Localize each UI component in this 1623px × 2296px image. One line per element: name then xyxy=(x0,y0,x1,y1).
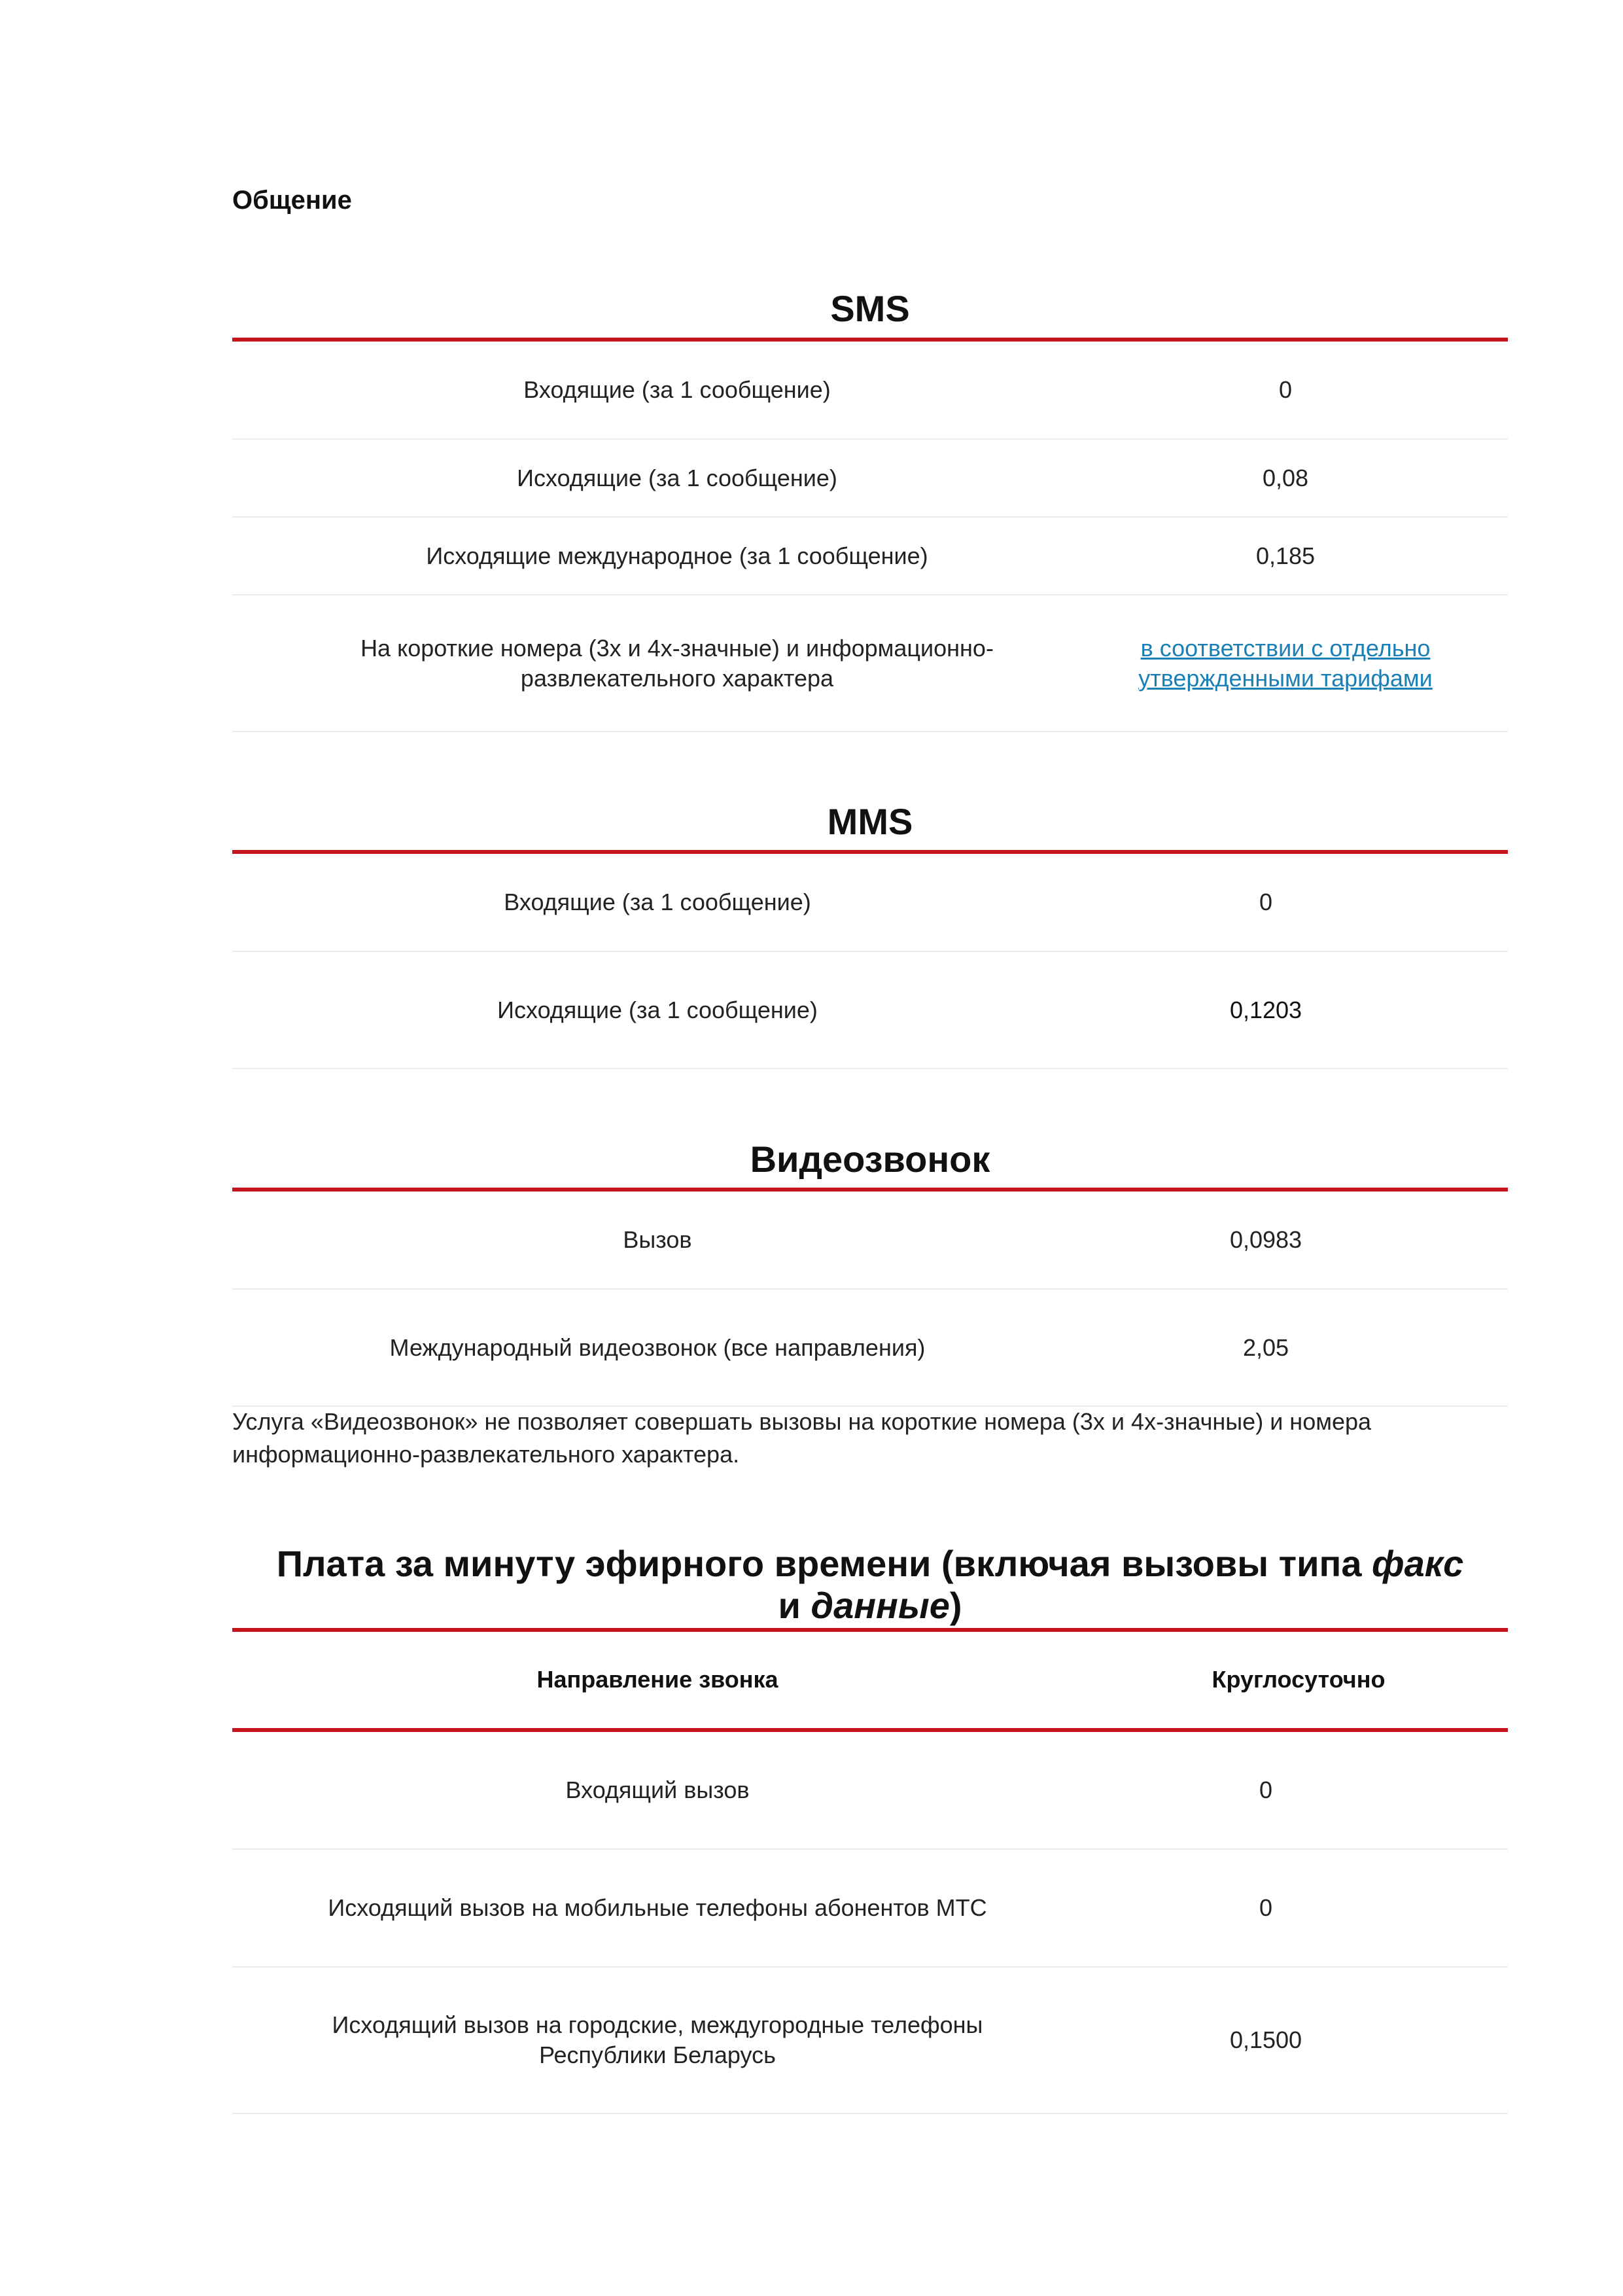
row-value: 0,1500 xyxy=(1229,2026,1302,2053)
row-label xyxy=(232,633,1122,694)
table-row xyxy=(232,952,1508,1069)
video-note xyxy=(232,1405,1508,1471)
table-row xyxy=(232,440,1508,518)
row-label: Исходящие (за 1 сообщение) xyxy=(497,996,818,1023)
airtime-section-title: Плата за минуту эфирного времени (включая вызовы типа факс и данные) xyxy=(276,1543,1464,1626)
table-row xyxy=(232,1968,1508,2114)
tariffs-link[interactable]: в соответствии с отдельно утвержденными тарифами xyxy=(1138,634,1433,692)
table-row xyxy=(232,1732,1508,1850)
row-label-line: На короткие номера (3х и 4х-значные) и информационно- xyxy=(360,634,994,662)
row-label: Входящий вызов xyxy=(565,1776,750,1803)
table-row xyxy=(232,595,1508,732)
video-section-title: Видеозвонок xyxy=(750,1139,990,1180)
table-row xyxy=(232,1850,1508,1968)
row-value: 0 xyxy=(1259,1776,1273,1803)
row-label: Исходящий вызов на мобильные телефоны абонентов МТС xyxy=(328,1894,987,1921)
mms-section-title: MMS xyxy=(827,801,913,842)
table-row xyxy=(232,1192,1508,1290)
row-label: Входящие (за 1 сообщение) xyxy=(523,376,831,403)
row-label: Исходящие (за 1 сообщение) xyxy=(517,464,837,491)
row-label-line: развлекательного характера xyxy=(520,664,834,692)
page-heading: Общение xyxy=(232,186,352,215)
video-note-line: информационно-развлекательного характера. xyxy=(232,1441,740,1468)
row-label: Входящие (за 1 сообщение) xyxy=(504,889,811,915)
row-label: Вызов xyxy=(623,1226,692,1253)
tariffs-link-cell xyxy=(1083,633,1488,694)
row-label: Международный видеозвонок (все направления) xyxy=(389,1333,926,1361)
row-label: Исходящие международное (за 1 сообщение) xyxy=(426,542,928,569)
sms-section-title: SMS xyxy=(830,288,910,329)
table-row xyxy=(232,854,1508,952)
row-label xyxy=(232,2010,1083,2070)
row-value: 2,05 xyxy=(1242,1333,1289,1361)
column-header-period: Круглосуточно xyxy=(1212,1665,1386,1693)
table-row xyxy=(232,1290,1508,1407)
table-row xyxy=(232,518,1508,595)
row-label-line: Исходящий вызов на городские, междугородные телефоны xyxy=(332,2011,983,2038)
column-header-direction: Направление звонка xyxy=(536,1665,778,1693)
table-row xyxy=(232,342,1508,440)
row-value: 0,0983 xyxy=(1229,1226,1302,1253)
row-value: 0,1203 xyxy=(1229,996,1302,1023)
row-value: 0 xyxy=(1278,376,1293,403)
row-value: 0 xyxy=(1259,1894,1273,1921)
row-value: 0 xyxy=(1259,889,1273,915)
row-label-line: Республики Беларусь xyxy=(539,2041,776,2068)
table-header-row xyxy=(232,1632,1508,1727)
row-value: 0,185 xyxy=(1255,542,1316,569)
row-value: 0,08 xyxy=(1262,464,1309,491)
video-note-line: Услуга «Видеозвонок» не позволяет совершать вызовы на короткие номера (3х и 4х-значные) и номера xyxy=(232,1408,1372,1435)
